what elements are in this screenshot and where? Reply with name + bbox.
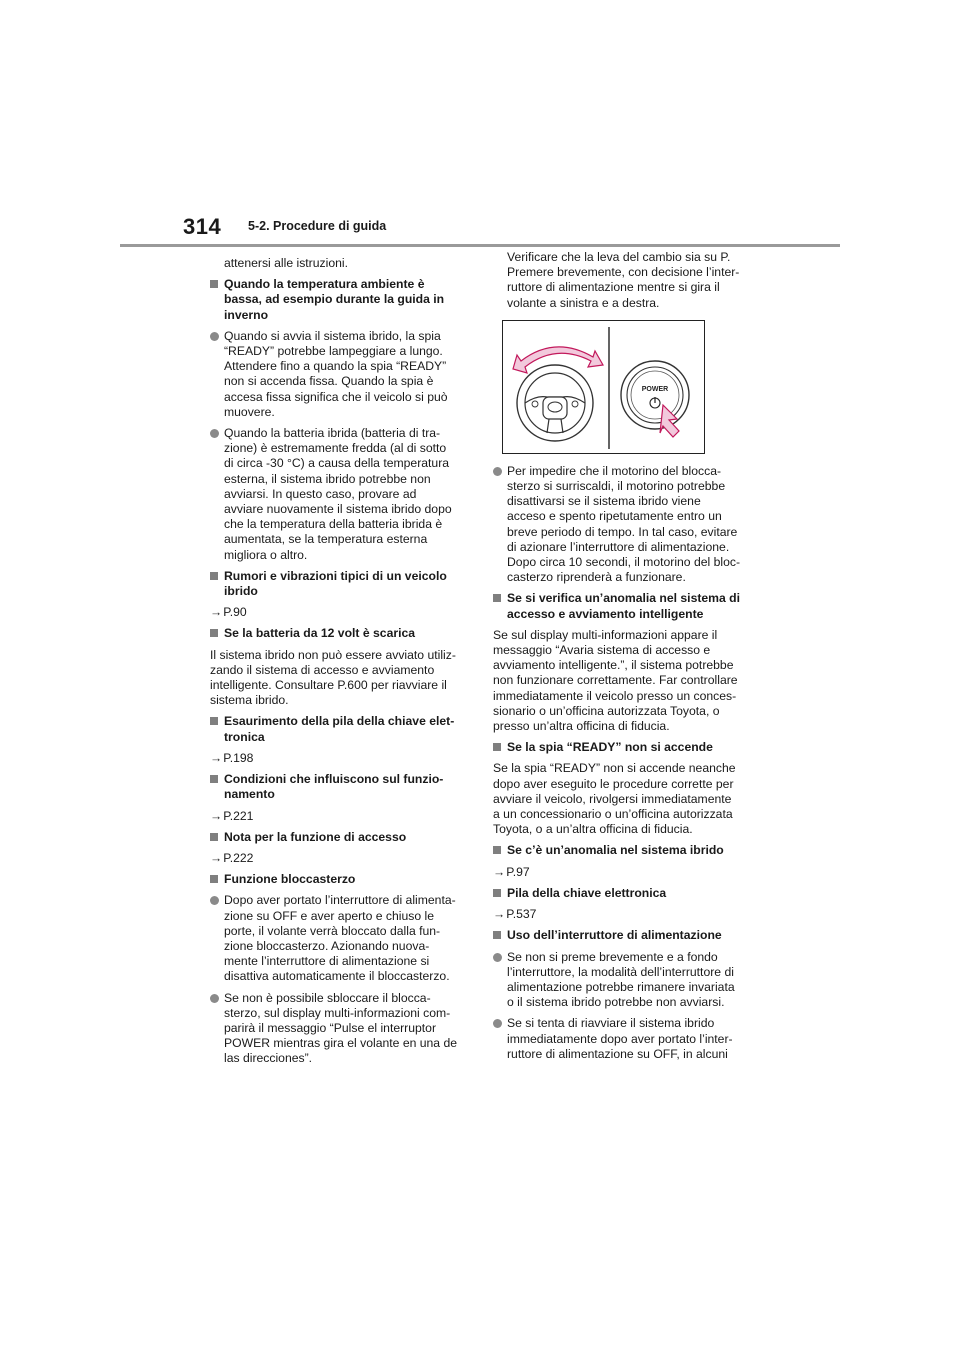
arrow-right-icon: → (210, 850, 223, 865)
power-button-icon (621, 361, 689, 429)
bullet-steering-lock-engage (210, 893, 468, 984)
heading-text: Quando la temperatura ambiente è bassa, ad esempio durante la guida in inverno (224, 277, 445, 322)
page-number: 314 (183, 214, 222, 239)
page-ref-link[interactable] (210, 851, 468, 866)
circle-bullet-icon (210, 429, 219, 438)
steering-wheel-illustration (503, 321, 706, 455)
square-bullet-icon (210, 775, 218, 783)
heading-key-battery-2 (493, 886, 758, 901)
bullet-cold-battery (210, 426, 468, 563)
bullet-text: Dopo aver portato l’interruttore di alimenta- zione su OFF e aver aperto e chiuso le porte, il volante verrà bloccato dalla fun- zione bloccasterzo. Azionando nuova- mente l’interruttore di alimentazione si disattiva automaticamente il bloccasterzo. (224, 893, 456, 984)
left-column (210, 256, 468, 1073)
square-bullet-icon (210, 717, 218, 725)
bullet-text: Quando si avvia il sistema ibrido, la spia “READY” potrebbe lampeggiare a lungo. Attendere fino a quando la spia “READY” non si accenda fissa. Quando la spia è accesa fissa significa che il veicolo si può muovere. (224, 328, 448, 419)
square-bullet-icon (493, 743, 501, 751)
heading-text: Se c’è un’anomalia nel sistema ibrido (507, 843, 724, 858)
power-label: POWER (641, 385, 669, 393)
page-ref-link[interactable] (210, 605, 468, 620)
page-ref-text: P.537 (506, 907, 537, 922)
heading-text: Se si verifica un’anomalia nel sistema di accesso e avviamento intelligente (507, 591, 741, 621)
arrow-right-icon: → (493, 864, 506, 879)
square-bullet-icon (210, 280, 218, 288)
heading-text: Condizioni che influiscono sul funzio- namento (224, 772, 444, 802)
bullet-motor-overheat (493, 464, 758, 586)
heading-text: Rumori e vibrazioni tipici di un veicolo ibrido (224, 568, 447, 599)
heading-smart-entry-fault (493, 591, 758, 621)
square-bullet-icon (210, 833, 218, 841)
arrow-right-icon: → (210, 605, 223, 620)
square-bullet-icon (493, 594, 501, 602)
steering-wheel-icon (517, 365, 593, 441)
arrow-right-icon: → (210, 808, 223, 823)
heading-operating-conditions (210, 772, 468, 802)
heading-text: Uso dell’interruttore di alimentazione (507, 928, 722, 943)
heading-steering-lock (210, 872, 468, 887)
bullet-restart-immediately (493, 1016, 758, 1062)
bullet-ready-blink (210, 329, 468, 420)
bullet-text: Se non è possibile sbloccare il blocca- sterzo, sul display multi-informazioni com- parirà il messaggio “Pulse el interruptor POWER mientras gira el volante en una de las direcciones”. (224, 990, 458, 1066)
section-title: 5-2. Procedure di guida (248, 219, 387, 233)
bullet-text: Se non si preme brevemente e a fondo l’interruttore, la modalità dell’interruttore di alimentazione potrebbe rimanere invariata o il sistema ibrido potrebbe non avviarsi. (507, 949, 735, 1010)
square-bullet-icon (493, 889, 501, 897)
bullet-text: Quando la batteria ibrida (batteria di tra- zione) è estremamente fredda (al di sotto di circa -30 °C) a causa della temperatura esterna, il sistema ibrido potrebbe non avviarsi. In questo caso, provare ad avviare nuovamente il sistema ibrido dopo che la temperatura della batteria ibrida è aumentata, se la temperatura esterna migliora o altro. (224, 426, 452, 562)
page-ref-text: P.97 (506, 864, 530, 879)
page-ref-link[interactable] (210, 751, 468, 766)
page-ref-link[interactable] (493, 865, 758, 880)
page-ref-text: P.222 (223, 850, 254, 865)
right-column (493, 250, 758, 1068)
circle-bullet-icon (210, 994, 219, 1003)
square-bullet-icon (210, 572, 218, 580)
page-ref-link[interactable] (210, 809, 468, 824)
heading-key-battery (210, 714, 468, 744)
heading-text: Funzione bloccasterzo (224, 872, 356, 887)
page-ref-text: P.221 (223, 808, 254, 823)
heading-ready-not-on (493, 740, 758, 755)
circle-bullet-icon (493, 467, 502, 476)
circle-bullet-icon (210, 332, 219, 341)
heading-text: Nota per la funzione di accesso (224, 829, 407, 844)
left-intro: attenersi alle istruzioni. (224, 256, 348, 270)
paragraph-smart-entry-fault: Se sul display multi-informazioni appare il messaggio “Avaria sistema di accesso e avviamento intelligente.”, il sistema potrebbe non funzionare correttamente. Far controllare immediatamente il veicolo presso un conces- sionario o un’officina autorizzata Toyota, o presso un’altra officina di fiducia. (493, 627, 738, 734)
page-ref-text: P.90 (223, 605, 247, 620)
bullet-text: Per impedire che il motorino del blocca- sterzo si surriscaldi, il motorino potrebbe disattivarsi se il sistema ibrido viene acceso e spento ripetutamente entro un breve periodo di tempo. In tal caso, evitare di azionare l’interruttore di alimentazione. Dopo circa 10 secondi, il motorino del bloc- casterzo riprenderà a funzionare. (507, 463, 741, 585)
square-bullet-icon (493, 846, 501, 854)
circle-bullet-icon (493, 953, 502, 962)
heading-hybrid-noise (210, 569, 468, 599)
bullet-press-firmly (493, 950, 758, 1011)
steering-power-figure (502, 320, 705, 454)
bullet-steering-lock-release (210, 991, 468, 1067)
square-bullet-icon (210, 629, 218, 637)
circle-bullet-icon (493, 1019, 502, 1028)
page-ref-link[interactable] (493, 907, 758, 922)
square-bullet-icon (493, 931, 501, 939)
bullet-text: Se si tenta di riavviare il sistema ibrido immediatamente dopo aver portato l’inter- ruttore di alimentazione su OFF, in alcuni (507, 1016, 733, 1061)
heading-text: Esaurimento della pila della chiave elet- tronica (224, 714, 455, 744)
heading-entry-function (210, 830, 468, 845)
square-bullet-icon (210, 875, 218, 883)
heading-text: Pila della chiave elettronica (507, 885, 667, 900)
heading-text: Se la batteria da 12 volt è scarica (224, 626, 416, 641)
heading-cold-temperature (210, 277, 468, 323)
heading-power-switch-use (493, 928, 758, 943)
arrow-right-icon: → (493, 907, 506, 922)
page-ref-text: P.198 (223, 750, 254, 765)
right-intro: Verificare che la leva del cambio sia su P. Premere brevemente, con decisione l’inter- ruttore di alimentazione mentre si gira il volante a sinistra e a destra. (507, 250, 740, 310)
heading-hybrid-fault (493, 843, 758, 858)
paragraph-ready-not-on: Se la spia “READY” non si accende neanche dopo aver eseguito le procedure corrette per avviare il veicolo, rivolgersi immediatamente a un concessionario o un’officina autorizzata Toyota, o a un’altra officina di fiducia. (493, 761, 736, 837)
circle-bullet-icon (210, 896, 219, 905)
header-rule (120, 244, 840, 247)
paragraph-12v-battery: Il sistema ibrido non può essere avviato utiliz- zando il sistema di accesso e avviamento intelligente. Consultare P.600 per riavviare il sistema ibrido. (210, 647, 456, 708)
arrow-right-icon: → (210, 750, 223, 765)
heading-12v-battery (210, 626, 468, 641)
heading-text: Se la spia “READY” non si accende (507, 740, 713, 755)
